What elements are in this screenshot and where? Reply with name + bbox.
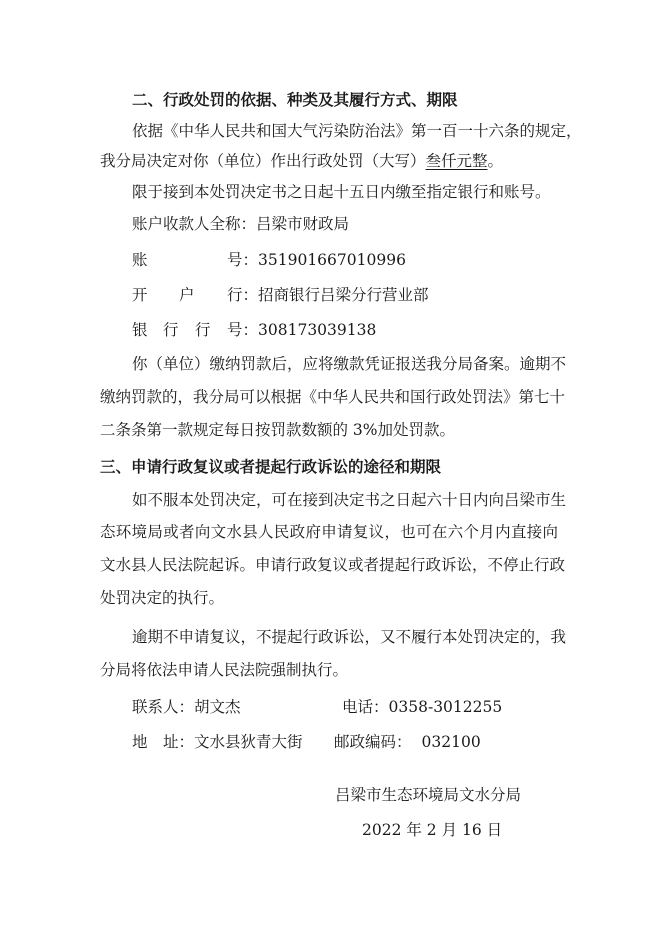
account-label-b: 号： bbox=[227, 251, 259, 269]
bankno-label-a: 银 bbox=[132, 321, 148, 339]
appeal-line-2: 态环境局或者向文水县人民政府申请复议，也可在六个月内直接向 bbox=[100, 523, 558, 541]
contact-person-row bbox=[132, 697, 241, 717]
penalty-decision-text: 我分局决定对你（单位）作出行政处罚（大写） bbox=[100, 152, 426, 170]
bank-row bbox=[132, 285, 429, 305]
zip-label: 邮政编码： bbox=[334, 733, 412, 751]
bankno-label-d: 号： bbox=[227, 321, 259, 339]
penalty-para-line-2: 缴纳罚款的，我分局可以根据《中华人民共和国行政处罚法》第七十 bbox=[100, 388, 566, 406]
contact-phone-label: 电话： bbox=[342, 698, 389, 716]
address-label-a: 地 bbox=[132, 733, 148, 751]
zip-row bbox=[334, 732, 481, 752]
address-label-b: 址： bbox=[163, 733, 195, 751]
account-value: 351901667010996 bbox=[258, 251, 406, 269]
section-heading-3: 三、申请行政复议或者提起行政诉讼的途径和期限 bbox=[100, 458, 442, 476]
contact-person-label: 联系人： bbox=[132, 698, 195, 716]
section-heading-2: 二、行政处罚的依据、种类及其履行方式、期限 bbox=[132, 91, 458, 109]
bankno-label-b: 行 bbox=[163, 321, 179, 339]
issuing-organization: 吕梁市生态环境局文水分局 bbox=[335, 786, 522, 804]
payee-label: 账户收款人全称： bbox=[132, 215, 257, 233]
bank-number-row bbox=[132, 320, 376, 340]
penalty-para-line-3: 二条条第一款规定每日按罚款数额的 3%加处罚款。 bbox=[100, 421, 456, 439]
issue-date: 2022 年 2 月 16 日 bbox=[362, 821, 503, 839]
payee-value: 吕梁市财政局 bbox=[256, 215, 350, 233]
penalty-amount: 叁仟元整 bbox=[425, 152, 488, 170]
appeal-line-3: 文水县人民法院起诉。申请行政复议或者提起行政诉讼，不停止行政 bbox=[100, 556, 566, 574]
contact-phone-row bbox=[342, 697, 502, 717]
enforcement-line-1: 逾期不申请复议，不提起行政诉讼，又不履行本处罚决定的，我 bbox=[132, 628, 567, 646]
enforcement-line-2: 分局将依法申请人民法院强制执行。 bbox=[100, 661, 349, 679]
account-row bbox=[132, 250, 406, 270]
appeal-line-4: 处罚决定的执行。 bbox=[100, 589, 225, 607]
bankno-label-c: 行 bbox=[195, 321, 211, 339]
bank-value: 招商银行吕梁分行营业部 bbox=[258, 286, 429, 304]
bank-label-a: 开 bbox=[132, 286, 148, 304]
address-value: 文水县狄青大街 bbox=[194, 733, 303, 751]
basis-line-2 bbox=[100, 151, 503, 171]
bank-label-b: 户 bbox=[179, 286, 195, 304]
zip-value: 032100 bbox=[421, 733, 481, 751]
basis-line-1: 依据《中华人民共和国大气污染防治法》第一百一十六条的规定， bbox=[132, 122, 582, 140]
penalty-para-line-1: 你（单位）缴纳罚款后，应将缴款凭证报送我分局备案。逾期不 bbox=[132, 355, 567, 373]
bank-number-value: 308173039138 bbox=[258, 321, 377, 339]
address-row bbox=[132, 732, 303, 752]
payment-deadline: 限于接到本处罚决定书之日起十五日内缴至指定银行和账号。 bbox=[132, 183, 551, 201]
payee-row bbox=[132, 214, 349, 234]
bank-label-c: 行： bbox=[227, 286, 259, 304]
penalty-period: 。 bbox=[487, 152, 504, 170]
contact-phone-value: 0358-3012255 bbox=[388, 698, 503, 716]
contact-person-value: 胡文杰 bbox=[194, 698, 241, 716]
account-label-a: 账 bbox=[132, 251, 148, 269]
appeal-line-1: 如不服本处罚决定，可在接到决定书之日起六十日内向吕梁市生 bbox=[132, 491, 567, 509]
